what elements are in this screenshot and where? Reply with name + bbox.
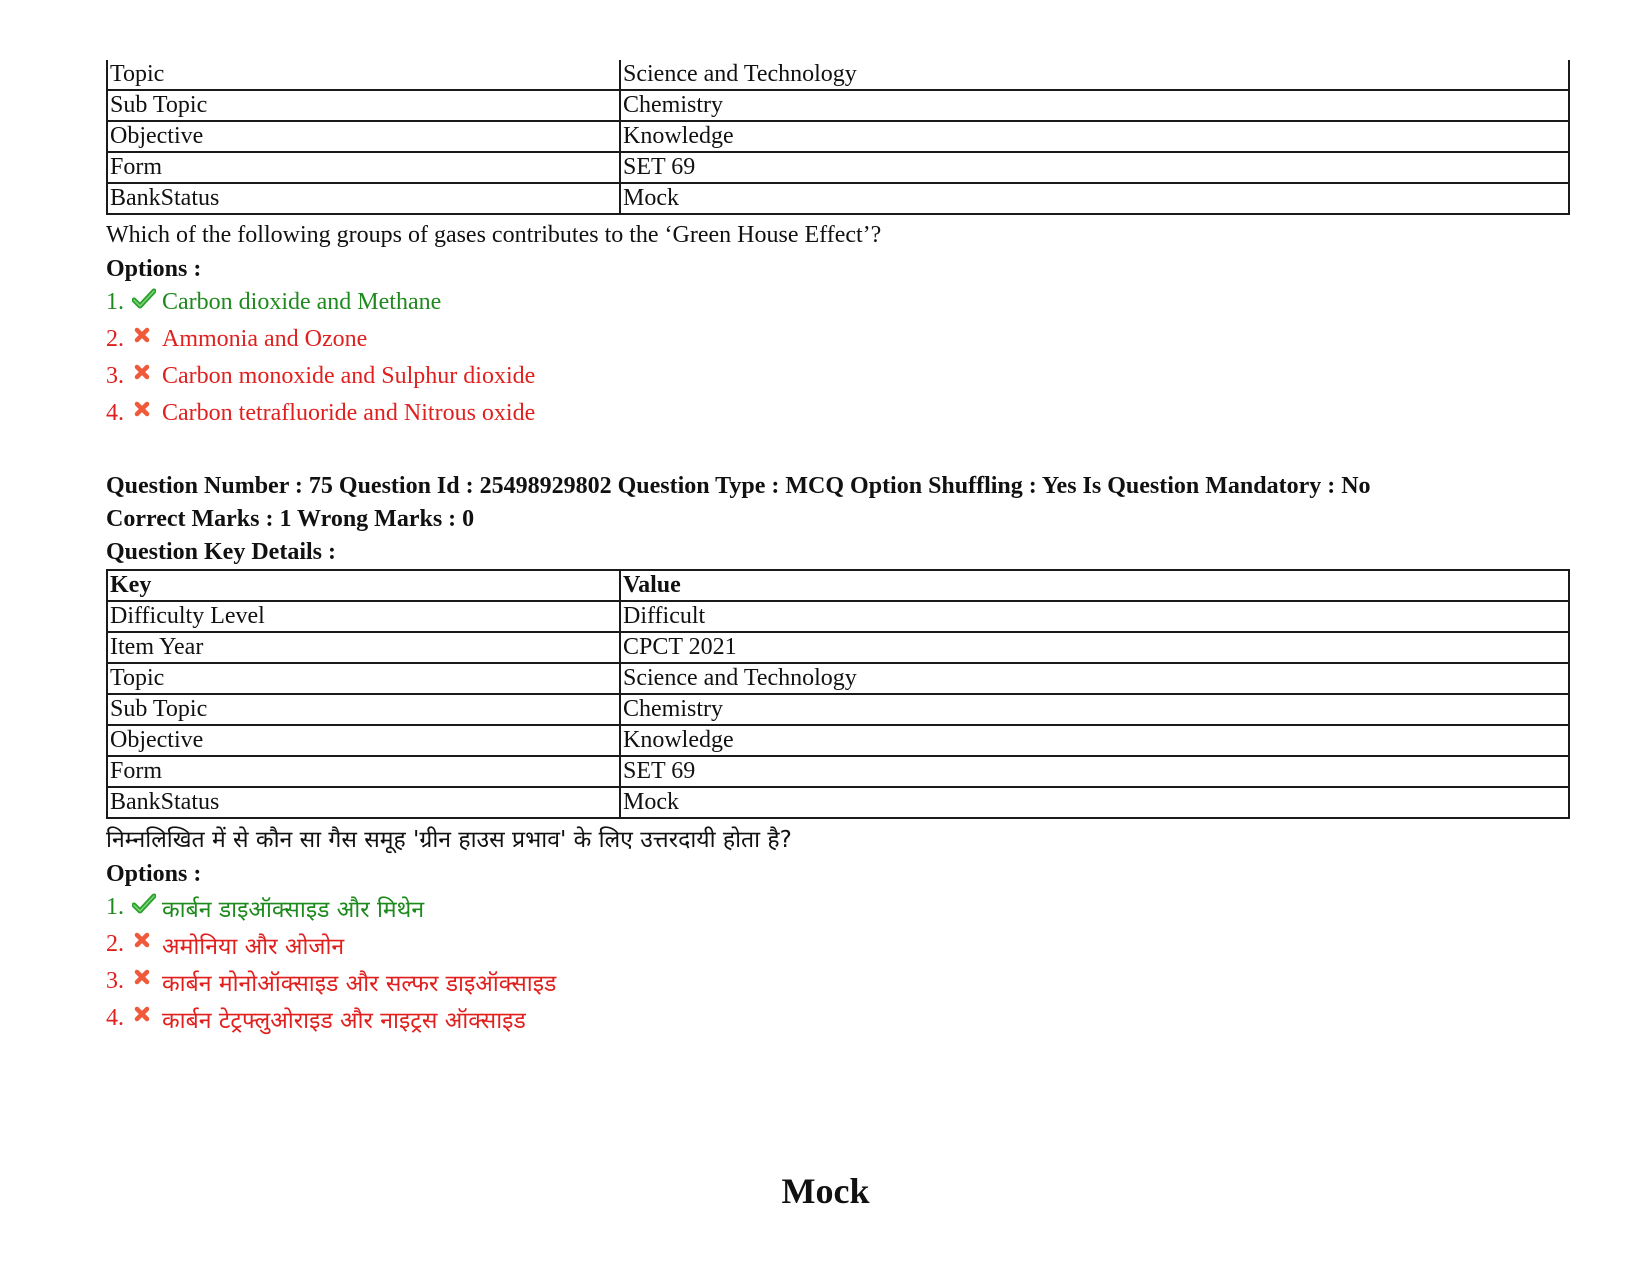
key-cell: Sub Topic (107, 694, 620, 725)
key-details-heading: Question Key Details : (106, 539, 336, 565)
table-row (107, 694, 1569, 725)
value-cell: SET 69 (620, 152, 1569, 183)
footer-watermark-text: Mock (781, 1171, 870, 1211)
key-cell: Form (107, 152, 620, 183)
options-label: Options : (106, 256, 202, 282)
option-text: अमोनिया और ओजोन (162, 933, 345, 960)
table-row (107, 90, 1569, 121)
options-label: Options : (106, 861, 202, 887)
cross-icon (132, 967, 162, 997)
value-cell: Mock (620, 183, 1569, 214)
table-header-row (107, 570, 1569, 601)
option-text: कार्बन मोनोऑक्साइड और सल्फर डाइऑक्साइड (162, 970, 557, 997)
table-row (107, 725, 1569, 756)
value-cell: CPCT 2021 (620, 632, 1569, 663)
table-row (107, 632, 1569, 663)
key-cell: BankStatus (107, 787, 620, 818)
option-number: 3. (106, 363, 124, 389)
option-item (106, 321, 1570, 358)
marks-line: Correct Marks : 1 Wrong Marks : 0 (106, 506, 475, 532)
key-cell: Difficulty Level (107, 601, 620, 632)
previous-key-table (106, 60, 1570, 215)
option-text: Ammonia and Ozone (162, 326, 368, 352)
option-number: 3. (106, 968, 124, 994)
option-text: Carbon tetrafluoride and Nitrous oxide (162, 400, 536, 426)
cross-icon (132, 930, 162, 960)
key-cell: BankStatus (107, 183, 620, 214)
key-cell: Topic (107, 60, 620, 90)
option-number: 4. (106, 400, 124, 426)
cross-icon (132, 325, 162, 355)
option-number: 4. (106, 1005, 124, 1031)
option-text: Carbon monoxide and Sulphur dioxide (162, 363, 536, 389)
table-row (107, 183, 1569, 214)
cross-icon (132, 1004, 162, 1034)
question-key-table (106, 569, 1570, 819)
question-text-hindi: निम्नलिखित में से कौन सा गैस समूह 'ग्रीन हाउस प्रभाव' के लिए उत्तरदायी होता है? (106, 827, 792, 853)
option-item (106, 963, 1570, 1000)
table-row (107, 787, 1569, 818)
question-paper-page (106, 60, 1570, 1037)
option-item (106, 284, 1570, 321)
value-cell: Science and Technology (620, 663, 1569, 694)
cross-icon (132, 399, 162, 429)
value-cell: Chemistry (620, 90, 1569, 121)
value-cell: Science and Technology (620, 60, 1569, 90)
cross-icon (132, 362, 162, 392)
option-text: कार्बन डाइऑक्साइड और मिथेन (162, 896, 425, 923)
value-cell: SET 69 (620, 756, 1569, 787)
check-icon (132, 288, 162, 318)
question-text-english: Which of the following groups of gases contributes to the ‘Green House Effect’? (106, 222, 882, 248)
table-row (107, 663, 1569, 694)
value-cell: Knowledge (620, 725, 1569, 756)
option-number: 2. (106, 931, 124, 957)
header-key: Key (107, 570, 620, 601)
check-icon (132, 893, 162, 923)
option-number: 2. (106, 326, 124, 352)
option-text: कार्बन टेट्रफ्लुओराइड और नाइट्रस ऑक्साइड (162, 1007, 526, 1034)
value-cell: Chemistry (620, 694, 1569, 725)
value-cell: Mock (620, 787, 1569, 818)
option-item (106, 926, 1570, 963)
key-cell: Objective (107, 121, 620, 152)
table-row (107, 756, 1569, 787)
table-row (107, 121, 1569, 152)
key-cell: Item Year (107, 632, 620, 663)
value-cell: Difficult (620, 601, 1569, 632)
option-item (106, 395, 1570, 432)
header-value: Value (620, 570, 1569, 601)
option-number: 1. (106, 894, 124, 920)
question-meta-line: Question Number : 75 Question Id : 25498929802 Question Type : MCQ Option Shuffling : Yes Is Question Mandatory : No (106, 473, 1371, 499)
key-cell: Sub Topic (107, 90, 620, 121)
table-row (107, 152, 1569, 183)
key-cell: Form (107, 756, 620, 787)
table-row (107, 60, 1569, 90)
table-row (107, 601, 1569, 632)
option-item (106, 889, 1570, 926)
option-number: 1. (106, 289, 124, 315)
value-cell: Knowledge (620, 121, 1569, 152)
option-text: Carbon dioxide and Methane (162, 289, 442, 315)
option-item (106, 358, 1570, 395)
key-cell: Objective (107, 725, 620, 756)
key-cell: Topic (107, 663, 620, 694)
option-item (106, 1000, 1570, 1037)
spacer (106, 432, 1570, 470)
